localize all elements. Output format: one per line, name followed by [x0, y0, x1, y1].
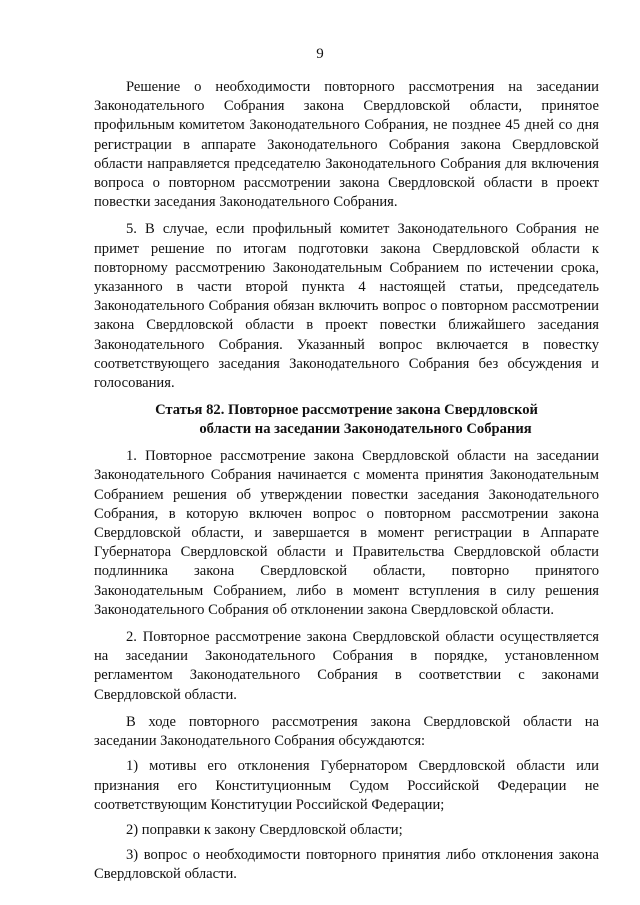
- paragraph-item-5: 5. В случае, если профильный комитет Законодательного Собрания не примет решение по итогам подготовки закона Свердловской области к повторному рассмотрению Законодательным Собранием по истечении срока, указанного в части второй пункта 4 настоящей статьи, председатель Законодательного Собрания обязан включить вопрос о повторном рассмотрении закона Свердловской области в проект повестки ближайшего заседания Законодательного Собрания. Указанный вопрос включается в повестку соответствующего заседания Законодательного Собрания без обсуждения и голосования.: [94, 221, 599, 392]
- paragraph-item-2: 2. Повторное рассмотрение закона Свердловской области осуществляется на заседании Законодательного Собрания в порядке, установленном регламентом Законодательного Собрания в соответствии с законами Свердловской области.: [94, 629, 599, 703]
- page-number: 9: [316, 46, 324, 62]
- list-item-2: 2) поправки к закону Свердловской области;: [126, 821, 403, 838]
- paragraph-item-1: 1. Повторное рассмотрение закона Свердловской области на заседании Законодательного Собрания начинается с момента принятия Законодательным Собранием решения об утверждении повестки заседания Законодательного Собрания, в которую включен вопрос о повторном рассмотрении закона Свердловской области, и завершается в момент регистрации в Аппарате Губернатора Свердловской области и Правительства Свердловской области подлинника закона Свердловской области, повторно принятого Законодательным Собранием, либо в момент вступления в силу решения Законодательного Собрания об отклонении закона Свердловской области.: [94, 448, 599, 618]
- paragraph-decision-review: Решение о необходимости повторного рассмотрения на заседании Законодательного Собрания закона Свердловской области, принятое профильным комитетом Законодательного Собрания, не позднее 45 дней со дня регистрации в аппарате Законодательного Собрания закона Свердловской области направляется председателю Законодательного Собрания для включения вопроса о повторном рассмотрении закона Свердловской области в проект повестки заседания Законодательного Собрания.: [94, 79, 599, 211]
- article-heading-line-1: Статья 82. Повторное рассмотрение закона Свердловской: [155, 402, 538, 419]
- document-body: [94, 78, 599, 891]
- article-82-heading: [94, 401, 599, 439]
- list-item-3: 3) вопрос о необходимости повторного принятия либо отклонения закона Свердловской области.: [94, 847, 599, 883]
- list-item-1: 1) мотивы его отклонения Губернатором Свердловской области или признания его Конституционным Судом Российской Федерации не соответствующим Конституции Российской Федерации;: [94, 758, 599, 813]
- article-heading-line-2: области на заседании Законодательного Собрания: [199, 421, 532, 438]
- paragraph-discussion-intro: В ходе повторного рассмотрения закона Свердловской области на заседании Законодательного Собрания обсуждаются:: [94, 713, 599, 750]
